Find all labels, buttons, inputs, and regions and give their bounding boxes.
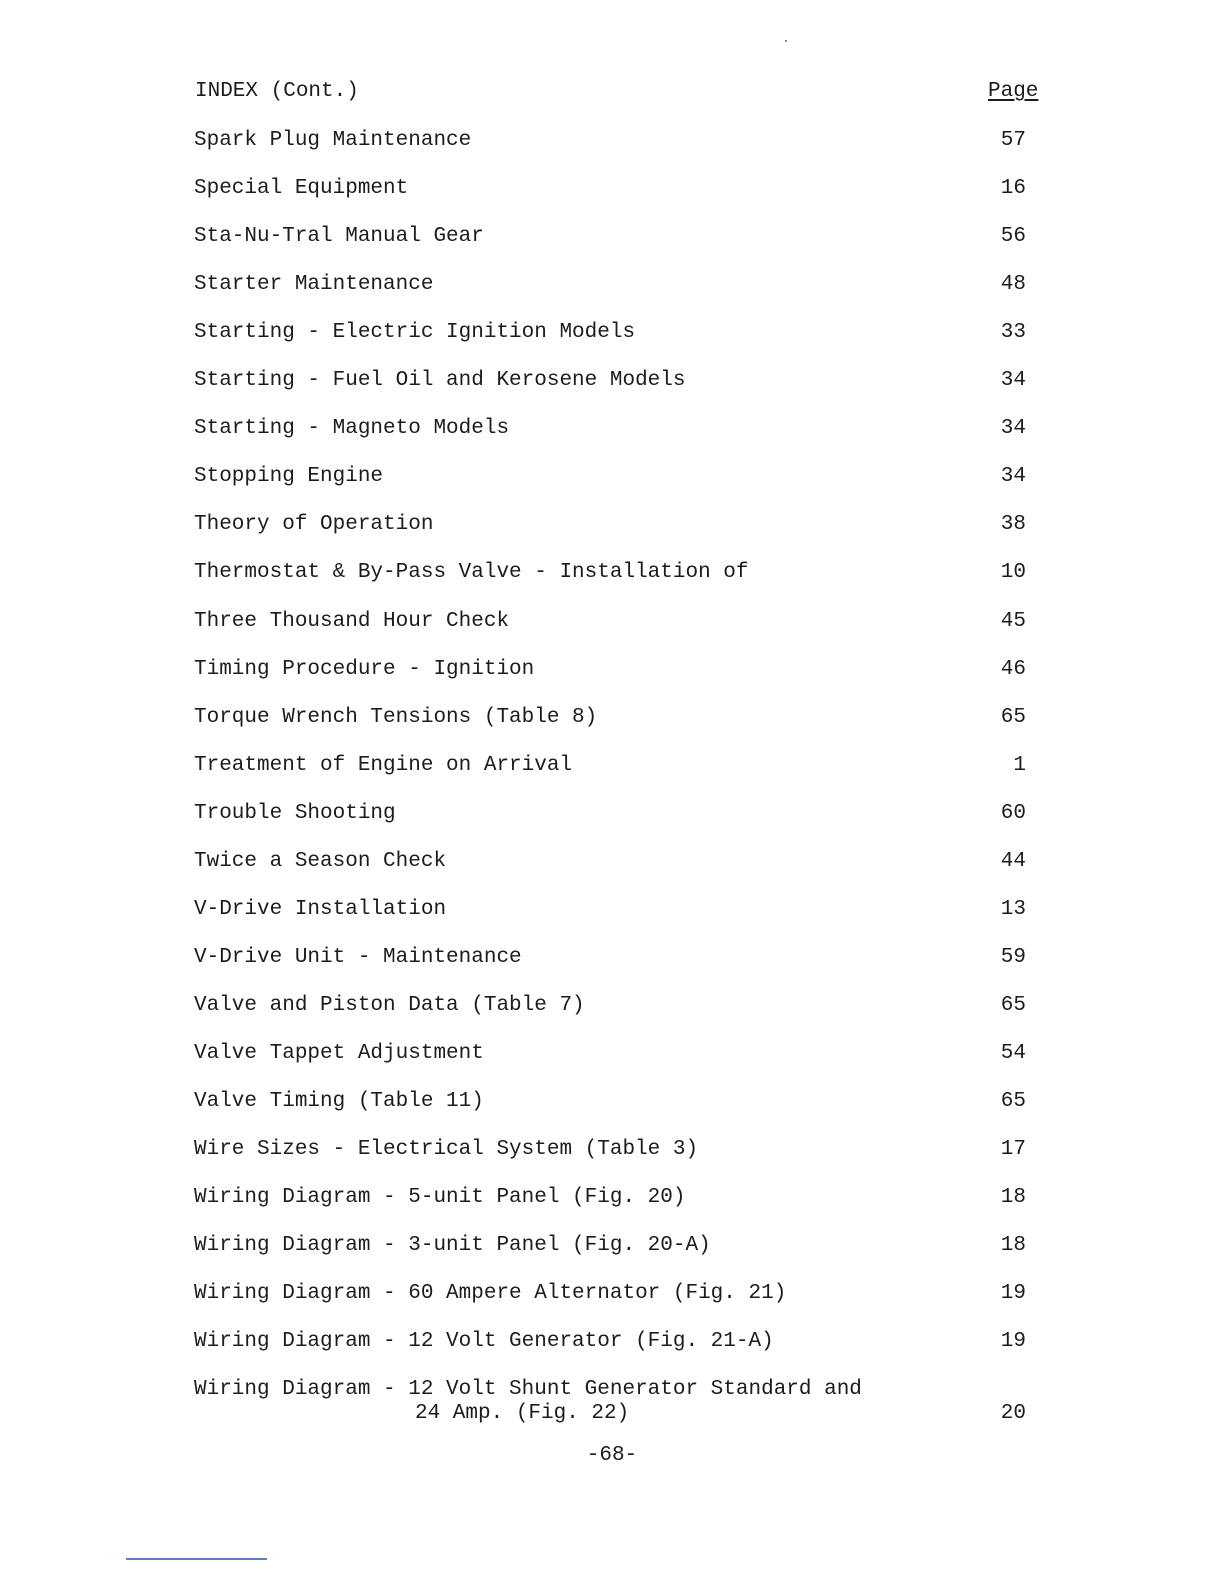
- entry-title: Wiring Diagram - 60 Ampere Alternator (Fig. 21): [194, 1282, 787, 1305]
- entry-page-number: 18: [1000, 1186, 1026, 1209]
- entry-title: Twice a Season Check: [194, 850, 447, 873]
- entry-title: Theory of Operation: [194, 513, 434, 536]
- entry-title: Torque Wrench Tensions (Table 8): [194, 706, 598, 729]
- entry-title: Starting - Electric Ignition Models: [194, 321, 636, 344]
- entry-title: Wiring Diagram - 3-unit Panel (Fig. 20-A): [194, 1234, 711, 1257]
- entry-page-number: 10: [1000, 561, 1026, 584]
- scan-artifact-line: [126, 1558, 267, 1560]
- entry-page-number: 65: [1000, 706, 1026, 729]
- entry-title-continuation: 24 Amp. (Fig. 22): [415, 1402, 630, 1425]
- entry-page-number: 60: [1000, 802, 1026, 825]
- entry-title: Starting - Fuel Oil and Kerosene Models: [194, 369, 686, 392]
- index-heading: INDEX (Cont.): [195, 80, 359, 103]
- entry-page-number: 13: [1000, 898, 1026, 921]
- entry-title: V-Drive Installation: [194, 898, 447, 921]
- entry-page-number: 34: [1000, 417, 1026, 440]
- entry-page-number: 17: [1000, 1138, 1026, 1161]
- entry-page-number: 18: [1000, 1234, 1026, 1257]
- entry-page-number: 34: [1000, 369, 1026, 392]
- entry-page-number: 34: [1000, 465, 1026, 488]
- entry-title: Sta-Nu-Tral Manual Gear: [194, 225, 484, 248]
- entry-page-number: 65: [1000, 1090, 1026, 1113]
- entry-title: Trouble Shooting: [194, 802, 396, 825]
- entry-title: Timing Procedure - Ignition: [194, 658, 535, 681]
- entry-page-number: 65: [1000, 994, 1026, 1017]
- entry-title: Stopping Engine: [194, 465, 384, 488]
- entry-title: Spark Plug Maintenance: [194, 129, 472, 152]
- entry-page-number: 38: [1000, 513, 1026, 536]
- entry-page-number: 20: [1000, 1402, 1026, 1425]
- entry-title: Thermostat & By-Pass Valve - Installation of: [194, 561, 749, 584]
- entry-page-number: 48: [1000, 273, 1026, 296]
- entry-page-number: 59: [1000, 946, 1026, 969]
- entry-title: Wiring Diagram - 5-unit Panel (Fig. 20): [194, 1186, 686, 1209]
- entry-page-number: 16: [1000, 177, 1026, 200]
- entry-title: Special Equipment: [194, 177, 409, 200]
- entry-title: Valve and Piston Data (Table 7): [194, 994, 585, 1017]
- entry-page-number: 19: [1000, 1330, 1026, 1353]
- entry-title: Starting - Magneto Models: [194, 417, 510, 440]
- entry-page-number: 54: [1000, 1042, 1026, 1065]
- entry-page-number: 44: [1000, 850, 1026, 873]
- entry-title: Valve Tappet Adjustment: [194, 1042, 484, 1065]
- entry-title: Three Thousand Hour Check: [194, 610, 510, 633]
- page-column-heading: Page: [988, 80, 1039, 103]
- entry-page-number: 46: [1000, 658, 1026, 681]
- entry-page-number: 19: [1000, 1282, 1026, 1305]
- entry-page-number: 1: [1013, 754, 1026, 777]
- entry-title: Starter Maintenance: [194, 273, 434, 296]
- entry-title: Wiring Diagram - 12 Volt Shunt Generator Standard and: [194, 1378, 862, 1401]
- entry-title: Valve Timing (Table 11): [194, 1090, 484, 1113]
- entry-title: Wire Sizes - Electrical System (Table 3): [194, 1138, 699, 1161]
- entry-title: Treatment of Engine on Arrival: [194, 754, 573, 777]
- entry-page-number: 45: [1000, 610, 1026, 633]
- entry-title: Wiring Diagram - 12 Volt Generator (Fig. 21-A): [194, 1330, 774, 1353]
- entry-page-number: 56: [1000, 225, 1026, 248]
- entry-title: V-Drive Unit - Maintenance: [194, 946, 522, 969]
- entry-page-number: 57: [1000, 129, 1026, 152]
- page-number: -68-: [586, 1444, 638, 1467]
- entry-page-number: 33: [1000, 321, 1026, 344]
